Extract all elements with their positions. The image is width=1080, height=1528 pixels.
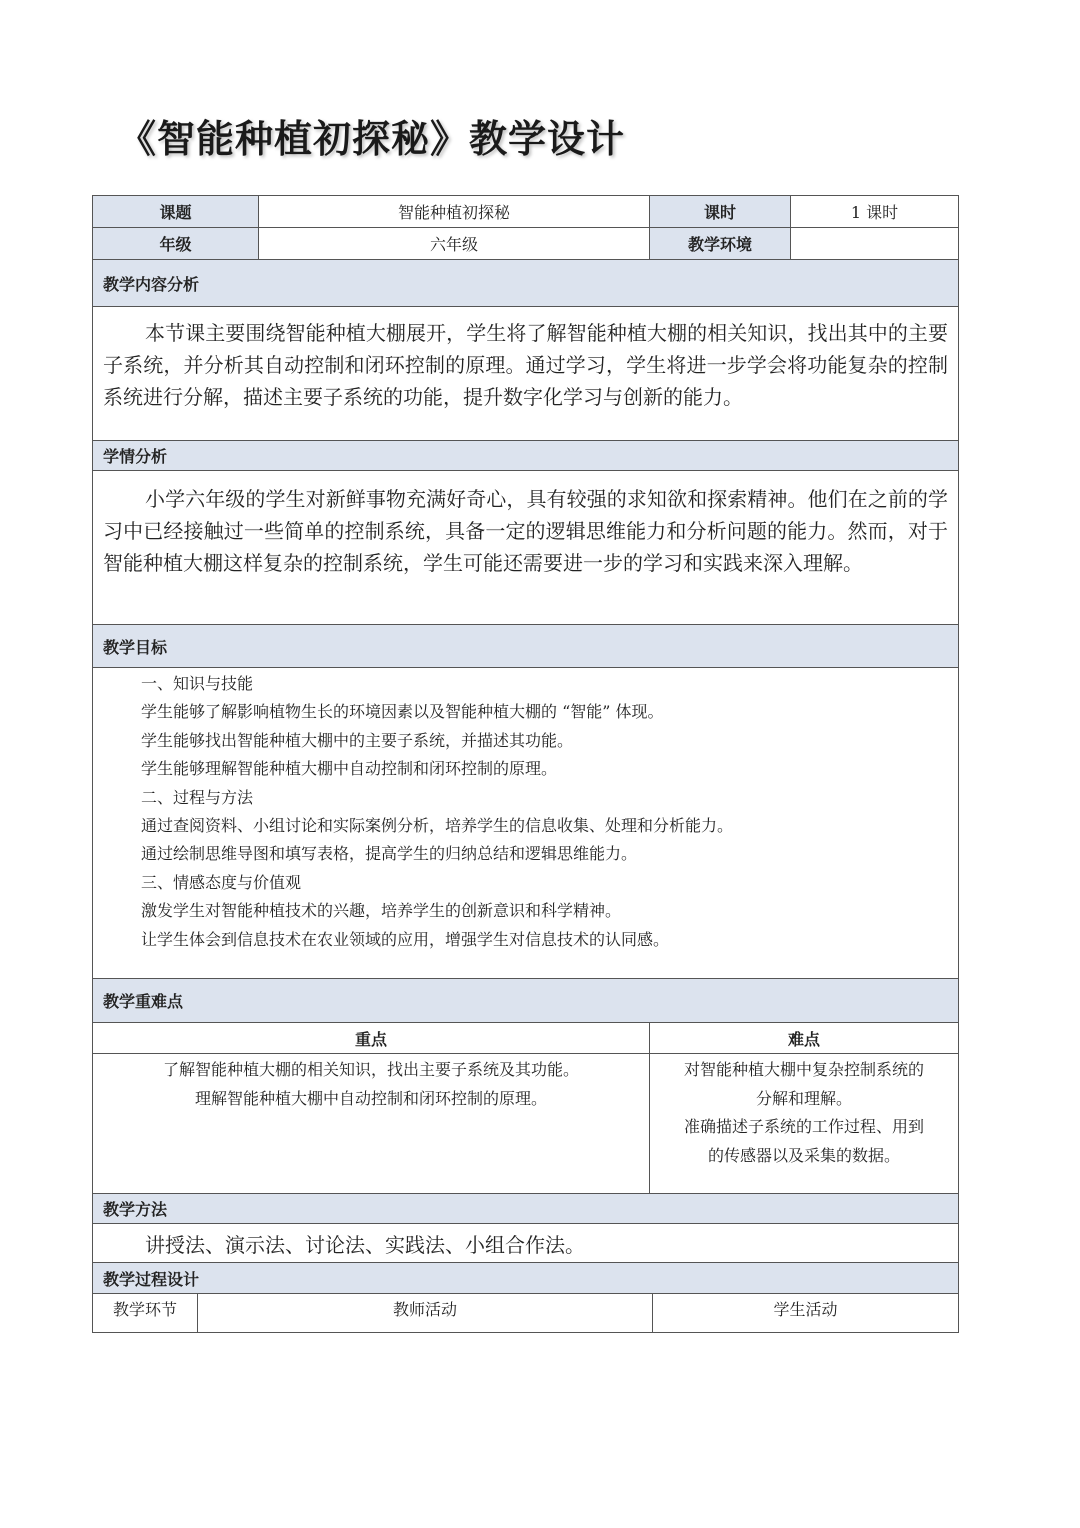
subject-label: 课题	[93, 196, 259, 228]
key-point-line: 理解智能种植大棚中自动控制和闭环控制的原理。	[194, 1088, 547, 1108]
objective-heading-attitude: 三、情感态度与价值观	[141, 872, 302, 892]
objectives-list	[93, 668, 959, 979]
methods-heading: 教学方法	[93, 1194, 959, 1224]
objectives-heading: 教学目标	[93, 625, 959, 668]
key-points-heading: 教学重难点	[93, 979, 959, 1023]
process-col-stage: 教学环节	[93, 1294, 198, 1333]
objective-item: 让学生体会到信息技术在农业领域的应用，增强学生对信息技术的认同感。	[141, 929, 670, 949]
methods-body-row	[93, 1224, 959, 1263]
info-row-1	[93, 196, 959, 228]
objective-item: 激发学生对智能种植技术的兴趣，培养学生的创新意识和科学精神。	[141, 901, 622, 921]
grade-label: 年级	[93, 228, 259, 260]
difficult-point-line: 准确描述子系统的工作过程、用到	[683, 1117, 924, 1136]
key-point-line: 了解智能种植大棚的相关知识，找出主要子系统及其功能。	[162, 1060, 579, 1079]
env-value	[791, 228, 959, 260]
learner-analysis-text: 小学六年级的学生对新鲜事物充满好奇心，具有较强的求知欲和探索精神。他们在之前的学习中已经接触过一些简单的控制系统，具备一定的逻辑思维能力和分析问题的能力。然而，对于智能种植大棚这样复杂的控制系统，学生可能还需要进一步的学习和实践来深入理解。	[93, 471, 959, 625]
content-analysis-body-row	[93, 307, 959, 441]
key-point-content	[93, 1054, 650, 1194]
content-analysis-header-row	[93, 260, 959, 307]
period-value: 1 课时	[791, 196, 959, 228]
key-points-labels-row	[93, 1023, 959, 1054]
methods-header-row	[93, 1194, 959, 1224]
difficult-point-label: 难点	[650, 1023, 959, 1054]
period-label: 课时	[650, 196, 791, 228]
objectives-body-row	[93, 668, 959, 979]
objective-item: 通过绘制思维导图和填写表格，提高学生的归纳总结和逻辑思维能力。	[141, 844, 638, 864]
key-points-header-row	[93, 979, 959, 1023]
env-label: 教学环境	[650, 228, 791, 260]
objective-heading-process: 二、过程与方法	[141, 787, 254, 807]
key-point-label: 重点	[93, 1023, 650, 1054]
lesson-plan-table	[92, 195, 959, 1333]
process-heading: 教学过程设计	[93, 1263, 959, 1294]
grade-value: 六年级	[259, 228, 650, 260]
objective-item: 学生能够了解影响植物生长的环境因素以及智能种植大棚的 “智能” 体现。	[141, 702, 664, 722]
process-col-teacher: 教师活动	[198, 1294, 653, 1333]
info-row-2	[93, 228, 959, 260]
difficult-point-line: 对智能种植大棚中复杂控制系统的	[683, 1060, 924, 1079]
learner-analysis-heading: 学情分析	[93, 441, 959, 471]
process-header-row	[93, 1263, 959, 1294]
objective-item: 通过查阅资料、小组讨论和实际案例分析，培养学生的信息收集、处理和分析能力。	[141, 816, 734, 836]
learner-analysis-header-row	[93, 441, 959, 471]
objective-item: 学生能够找出智能种植大棚中的主要子系统，并描述其功能。	[141, 730, 574, 750]
document-title: 《智能种植初探秘》教学设计	[118, 117, 626, 161]
objective-heading-knowledge: 一、知识与技能	[141, 674, 254, 693]
learner-analysis-body-row	[93, 471, 959, 625]
content-analysis-heading: 教学内容分析	[93, 260, 959, 307]
difficult-point-content	[650, 1054, 959, 1194]
subject-value: 智能种植初探秘	[259, 196, 650, 228]
objective-item: 学生能够理解智能种植大棚中自动控制和闭环控制的原理。	[141, 759, 558, 779]
objectives-header-row	[93, 625, 959, 668]
key-points-body-row	[93, 1054, 959, 1194]
process-columns-row	[93, 1294, 959, 1333]
difficult-point-line: 的传感器以及采集的数据。	[707, 1145, 900, 1165]
content-analysis-text: 本节课主要围绕智能种植大棚展开，学生将了解智能种植大棚的相关知识，找出其中的主要子系统，并分析其自动控制和闭环控制的原理。通过学习，学生将进一步学会将功能复杂的控制系统进行分解，描述主要子系统的功能，提升数字化学习与创新的能力。	[93, 307, 959, 441]
methods-text: 讲授法、演示法、讨论法、实践法、小组合作法。	[93, 1224, 959, 1263]
process-col-student: 学生活动	[653, 1294, 959, 1333]
difficult-point-line: 分解和理解。	[755, 1088, 852, 1108]
